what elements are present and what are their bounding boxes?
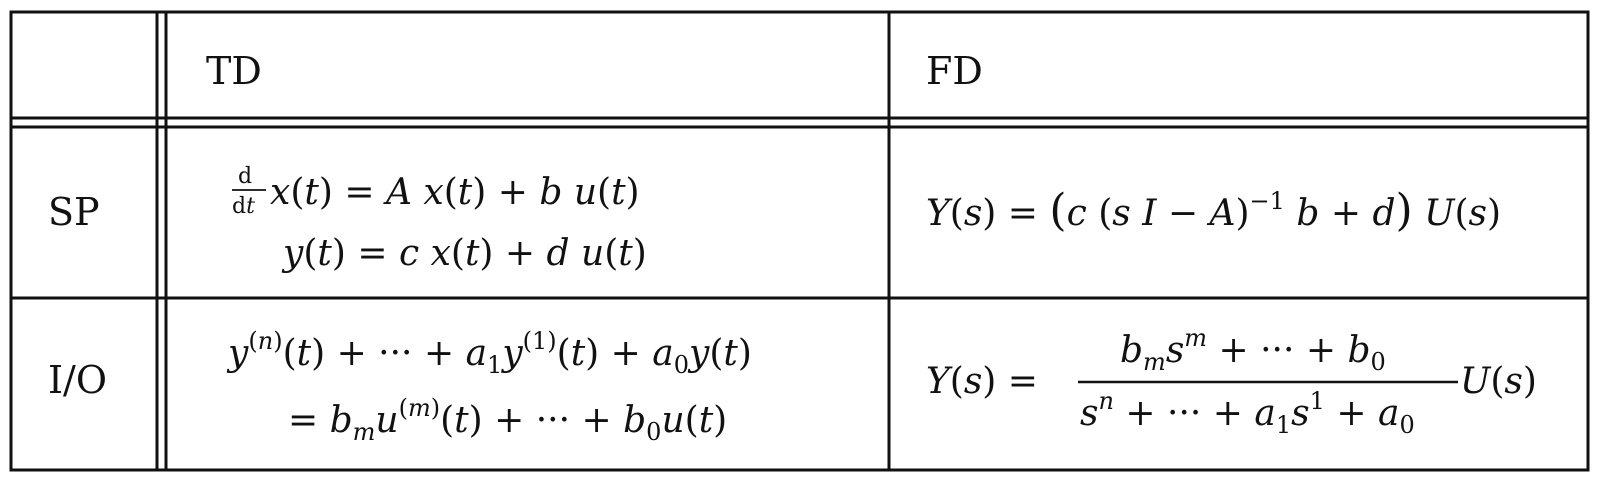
svg-text:dt: dt [232,194,255,219]
sp-td-state-equation [232,164,640,219]
svg-text:Y(s) =: Y(s) = [926,361,1038,402]
io-td-differential-equation-lhs: $y^{(n)}(t)$ + ··· + $a_1y^{(1)}(t) + a_0y(t)$ [228,327,752,379]
row-label-io: I/O [48,358,107,402]
svg-text:U(s): U(s) [1460,361,1537,402]
sp-fd-transfer-equation: Y(s) = (c (s I − A)$^{-1}$ b + d) U(s) [926,185,1502,236]
io-fd-transfer-function [926,324,1537,439]
io-fd-denominator: $s^n$ + ··· + $a_1s^1 + a_0$ [1080,387,1415,439]
io-td-differential-equation-rhs: = $b_mu^{(m)}(t)$ + ··· + $b_0u(t)$ [288,394,728,446]
row-label-sp: SP [48,190,100,234]
header-fd: FD [926,49,983,93]
svg-text:d: d [238,164,253,189]
io-fd-numerator: $b_ms^m$ + ··· + $b_0$ [1120,324,1386,376]
header-td: TD [206,49,262,93]
svg-text:x(t) = A x(t) + b u(t): x(t) = A x(t) + b u(t) [270,172,640,213]
sp-td-output-equation: y(t) = c x(t) + d u(t) [283,233,647,274]
